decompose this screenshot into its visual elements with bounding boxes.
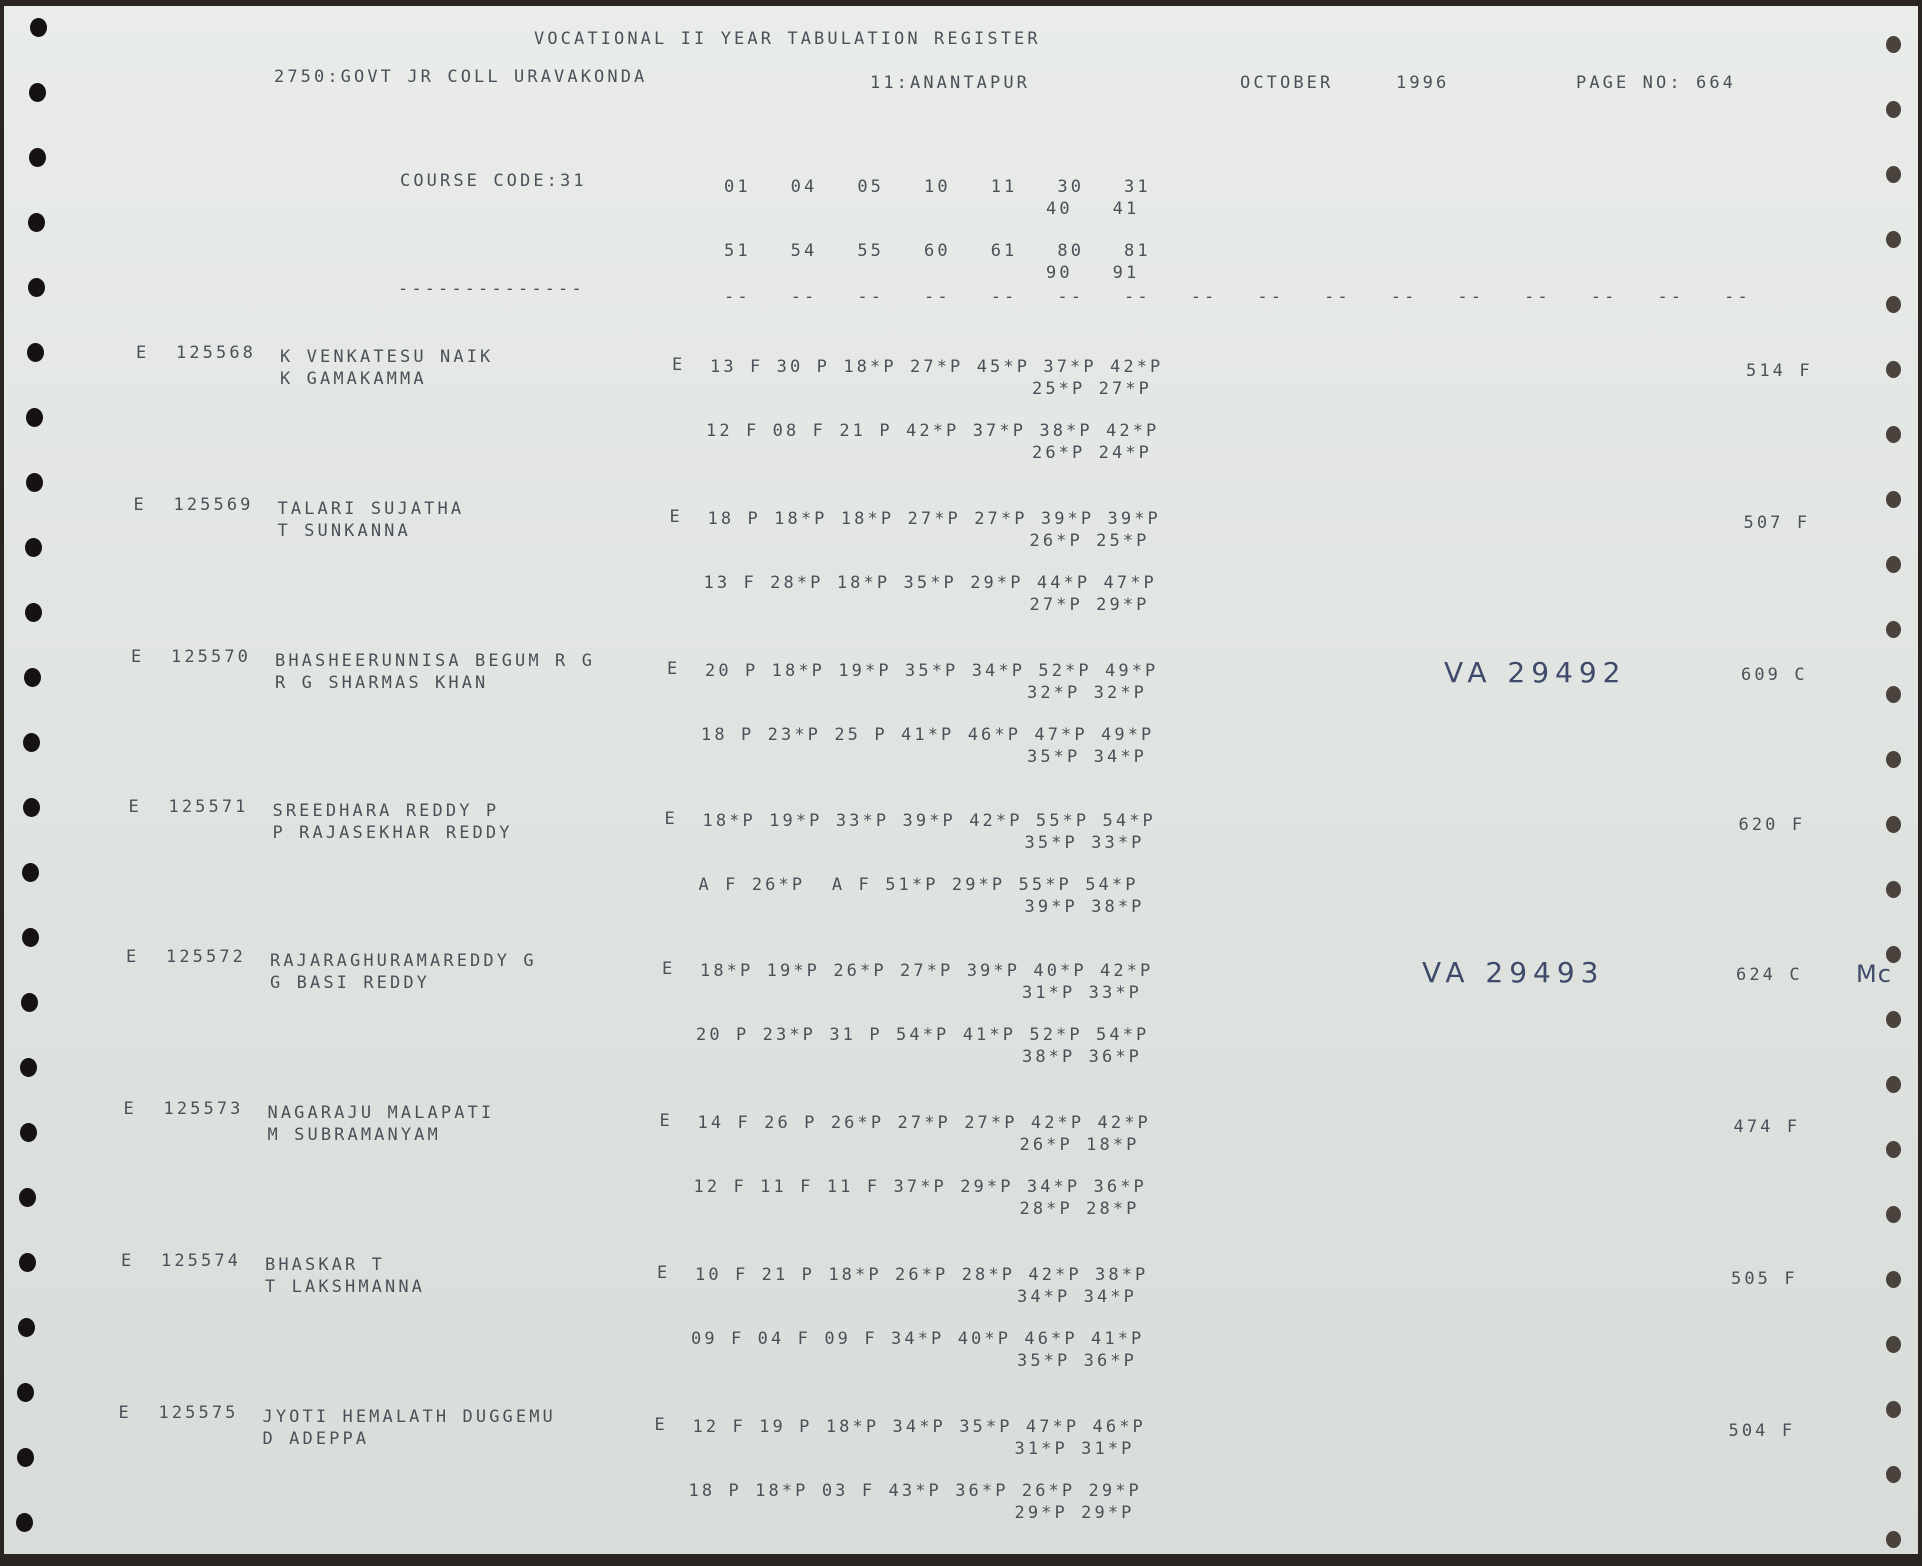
student-name: TALARI SUJATHA — [277, 499, 465, 519]
feed-hole — [28, 278, 45, 297]
marks-line-1b: 34*P 34*P — [1017, 1287, 1138, 1307]
feed-hole — [1886, 166, 1901, 183]
feed-hole — [30, 18, 47, 37]
exam-code: E — [654, 1415, 668, 1435]
feed-hole — [16, 1513, 33, 1532]
marks-line-2: 12 F 08 F 21 P 42*P 37*P 38*P 42*P — [706, 421, 1160, 441]
subject-codes-row1: 01 04 05 10 11 30 31 — [724, 177, 1151, 197]
marks-line-1: 10 F 21 P 18*P 26*P 28*P 42*P 38*P — [695, 1265, 1149, 1285]
grand-total-result: 624 C — [1736, 965, 1803, 985]
student-number: 125568 — [176, 343, 257, 363]
page-number: PAGE NO: 664 — [1576, 73, 1737, 93]
course-code: COURSE CODE:31 — [400, 171, 587, 191]
marks-line-2b: 28*P 28*P — [1019, 1199, 1140, 1219]
parent-name: P RAJASEKHAR REDDY — [272, 823, 513, 843]
marks-line-1: 12 F 19 P 18*P 34*P 35*P 47*P 46*P — [692, 1417, 1146, 1437]
marks-line-1: 18 P 18*P 18*P 27*P 27*P 39*P 39*P — [707, 509, 1161, 529]
exam-code: E — [662, 959, 676, 979]
parent-name: K GAMAKAMMA — [280, 369, 427, 389]
student-name: SREEDHARA REDDY P — [272, 801, 500, 821]
feed-hole — [21, 993, 38, 1012]
right-tractor-holes — [1872, 6, 1912, 1554]
student-section: E — [121, 1251, 135, 1271]
column-dash-row: -- -- -- -- -- -- -- -- -- -- -- -- -- -- -- -- — [724, 287, 1751, 307]
marks-line-1: 13 F 30 P 18*P 27*P 45*P 37*P 42*P — [710, 357, 1164, 377]
parent-name: M SUBRAMANYAM — [267, 1125, 441, 1145]
feed-hole — [1886, 556, 1901, 573]
left-tractor-holes — [16, 6, 56, 1554]
student-name: RAJARAGHURAMAREDDY G — [270, 951, 537, 971]
feed-hole — [1886, 1076, 1901, 1093]
student-number: 125575 — [158, 1403, 239, 1423]
feed-hole — [1886, 101, 1901, 118]
marks-line-2: 18 P 18*P 03 F 43*P 36*P 26*P 29*P — [688, 1481, 1142, 1501]
student-section: E — [131, 647, 145, 667]
marks-line-1b: 31*P 33*P — [1022, 983, 1143, 1003]
marks-line-2b: 38*P 36*P — [1022, 1047, 1143, 1067]
marks-line-2: A F 26*P A F 51*P 29*P 55*P 54*P — [698, 875, 1139, 895]
feed-hole — [1886, 1401, 1901, 1418]
feed-hole — [1886, 296, 1901, 313]
exam-code: E — [657, 1263, 671, 1283]
marks-line-2b: 39*P 38*P — [1024, 897, 1145, 917]
feed-hole — [1886, 1141, 1901, 1158]
feed-hole — [17, 1448, 34, 1467]
student-section: E — [133, 495, 147, 515]
feed-hole — [1886, 686, 1901, 703]
feed-hole — [1886, 1011, 1901, 1028]
marks-line-2b: 35*P 34*P — [1027, 747, 1148, 767]
feed-hole — [25, 603, 42, 622]
student-name: NAGARAJU MALAPATI — [267, 1103, 495, 1123]
feed-hole — [26, 473, 43, 492]
feed-hole — [19, 1253, 36, 1272]
grand-total-result: 504 F — [1728, 1421, 1796, 1441]
feed-hole — [1886, 1466, 1901, 1483]
marks-line-2b: 26*P 24*P — [1032, 443, 1153, 463]
feed-hole — [27, 343, 44, 362]
feed-hole — [1886, 361, 1901, 378]
marks-line-2b: 35*P 36*P — [1017, 1351, 1138, 1371]
feed-hole — [1886, 1531, 1901, 1548]
marks-line-2: 20 P 23*P 31 P 54*P 41*P 52*P 54*P — [696, 1025, 1150, 1045]
feed-hole — [25, 538, 42, 557]
feed-hole — [29, 148, 46, 167]
marks-line-2: 09 F 04 F 09 F 34*P 40*P 46*P 41*P — [691, 1329, 1145, 1349]
marks-line-2: 13 F 28*P 18*P 35*P 29*P 44*P 47*P — [703, 573, 1157, 593]
marks-line-1: 14 F 26 P 26*P 27*P 27*P 42*P 42*P — [697, 1113, 1151, 1133]
district-name: 11:ANANTAPUR — [870, 73, 1031, 93]
parent-name: T LAKSHMANNA — [265, 1277, 426, 1297]
exam-code: E — [669, 507, 683, 527]
marks-line-1b: 25*P 27*P — [1032, 379, 1153, 399]
college-name: 2750:GOVT JR COLL URAVAKONDA — [274, 67, 648, 87]
tabulation-register-sheet — [4, 6, 1918, 1554]
marks-line-1b: 32*P 32*P — [1027, 683, 1148, 703]
exam-code: E — [667, 659, 681, 679]
subject-codes-row2: 51 54 55 60 61 80 81 — [724, 241, 1151, 261]
feed-hole — [23, 798, 40, 817]
marks-line-2: 12 F 11 F 11 F 37*P 29*P 34*P 36*P — [693, 1177, 1147, 1197]
handwritten-note: VA 29493 — [1422, 956, 1605, 989]
marks-line-1b: 26*P 25*P — [1029, 531, 1150, 551]
student-number: 125574 — [161, 1251, 242, 1271]
course-underline: -------------- — [398, 279, 585, 299]
grand-total-result: 514 F — [1746, 361, 1813, 381]
feed-hole — [23, 733, 40, 752]
feed-hole — [1886, 621, 1901, 638]
student-section: E — [126, 947, 140, 967]
feed-hole — [1886, 1206, 1901, 1223]
student-section: E — [128, 797, 142, 817]
feed-hole — [1886, 816, 1901, 833]
marks-line-1b: 26*P 18*P — [1019, 1135, 1140, 1155]
parent-name: T SUNKANNA — [277, 521, 411, 541]
feed-hole — [1886, 881, 1901, 898]
feed-hole — [1886, 1271, 1901, 1288]
exam-code: E — [664, 809, 678, 829]
grand-total-result: 609 C — [1741, 665, 1808, 685]
handwritten-note: VA 29492 — [1444, 656, 1627, 689]
parent-name: D ADEPPA — [262, 1429, 370, 1449]
feed-hole — [24, 668, 41, 687]
marks-line-1: 18*P 19*P 33*P 39*P 42*P 55*P 54*P — [702, 811, 1156, 831]
marks-line-2b: 29*P 29*P — [1014, 1503, 1135, 1523]
exam-code: E — [672, 355, 686, 375]
marks-line-2: 18 P 23*P 25 P 41*P 46*P 47*P 49*P — [701, 725, 1155, 745]
marks-line-1: 18*P 19*P 26*P 27*P 39*P 40*P 42*P — [700, 961, 1154, 981]
feed-hole — [28, 213, 45, 232]
marks-line-1: 20 P 18*P 19*P 35*P 34*P 52*P 49*P — [705, 661, 1159, 681]
student-name: BHASHEERUNNISA BEGUM R G — [275, 651, 596, 671]
student-name: JYOTI HEMALATH DUGGEMU — [262, 1407, 556, 1427]
feed-hole — [20, 1058, 37, 1077]
marks-line-1b: 35*P 33*P — [1024, 833, 1145, 853]
subject-codes-row1b: 40 41 — [1046, 199, 1140, 219]
student-number: 125571 — [168, 797, 249, 817]
feed-hole — [1886, 491, 1901, 508]
feed-hole — [22, 928, 39, 947]
feed-hole — [1886, 751, 1901, 768]
feed-hole — [1886, 1336, 1901, 1353]
grand-total-result: 505 F — [1731, 1269, 1798, 1289]
marks-line-2b: 27*P 29*P — [1029, 595, 1150, 615]
exam-code: E — [659, 1111, 673, 1131]
student-name: K VENKATESU NAIK — [280, 347, 494, 367]
feed-hole — [18, 1318, 35, 1337]
feed-hole — [1886, 231, 1901, 248]
grand-total-result: 507 F — [1743, 513, 1811, 533]
student-number: 125573 — [163, 1099, 244, 1119]
feed-hole — [1886, 36, 1901, 53]
feed-hole — [19, 1188, 36, 1207]
subject-codes-row2b: 90 91 — [1046, 263, 1140, 283]
student-name: BHASKAR T — [265, 1255, 386, 1275]
handwritten-margin-mark: Mc — [1856, 960, 1892, 988]
student-section: E — [123, 1099, 137, 1119]
grand-total-result: 474 F — [1733, 1117, 1801, 1137]
exam-month: OCTOBER — [1240, 73, 1334, 93]
feed-hole — [20, 1123, 37, 1142]
student-number: 125569 — [173, 495, 254, 515]
student-number: 125570 — [171, 647, 252, 667]
student-number: 125572 — [166, 947, 247, 967]
register-title: VOCATIONAL II YEAR TABULATION REGISTER — [534, 29, 1041, 49]
parent-name: R G SHARMAS KHAN — [275, 673, 489, 693]
marks-line-1b: 31*P 31*P — [1014, 1439, 1135, 1459]
feed-hole — [22, 863, 39, 882]
student-section: E — [136, 343, 150, 363]
feed-hole — [17, 1383, 34, 1402]
parent-name: G BASI REDDY — [270, 973, 431, 993]
grand-total-result: 620 F — [1738, 815, 1806, 835]
exam-year: 1996 — [1396, 73, 1450, 93]
feed-hole — [26, 408, 43, 427]
student-section: E — [118, 1403, 132, 1423]
feed-hole — [29, 83, 46, 102]
feed-hole — [1886, 426, 1901, 443]
